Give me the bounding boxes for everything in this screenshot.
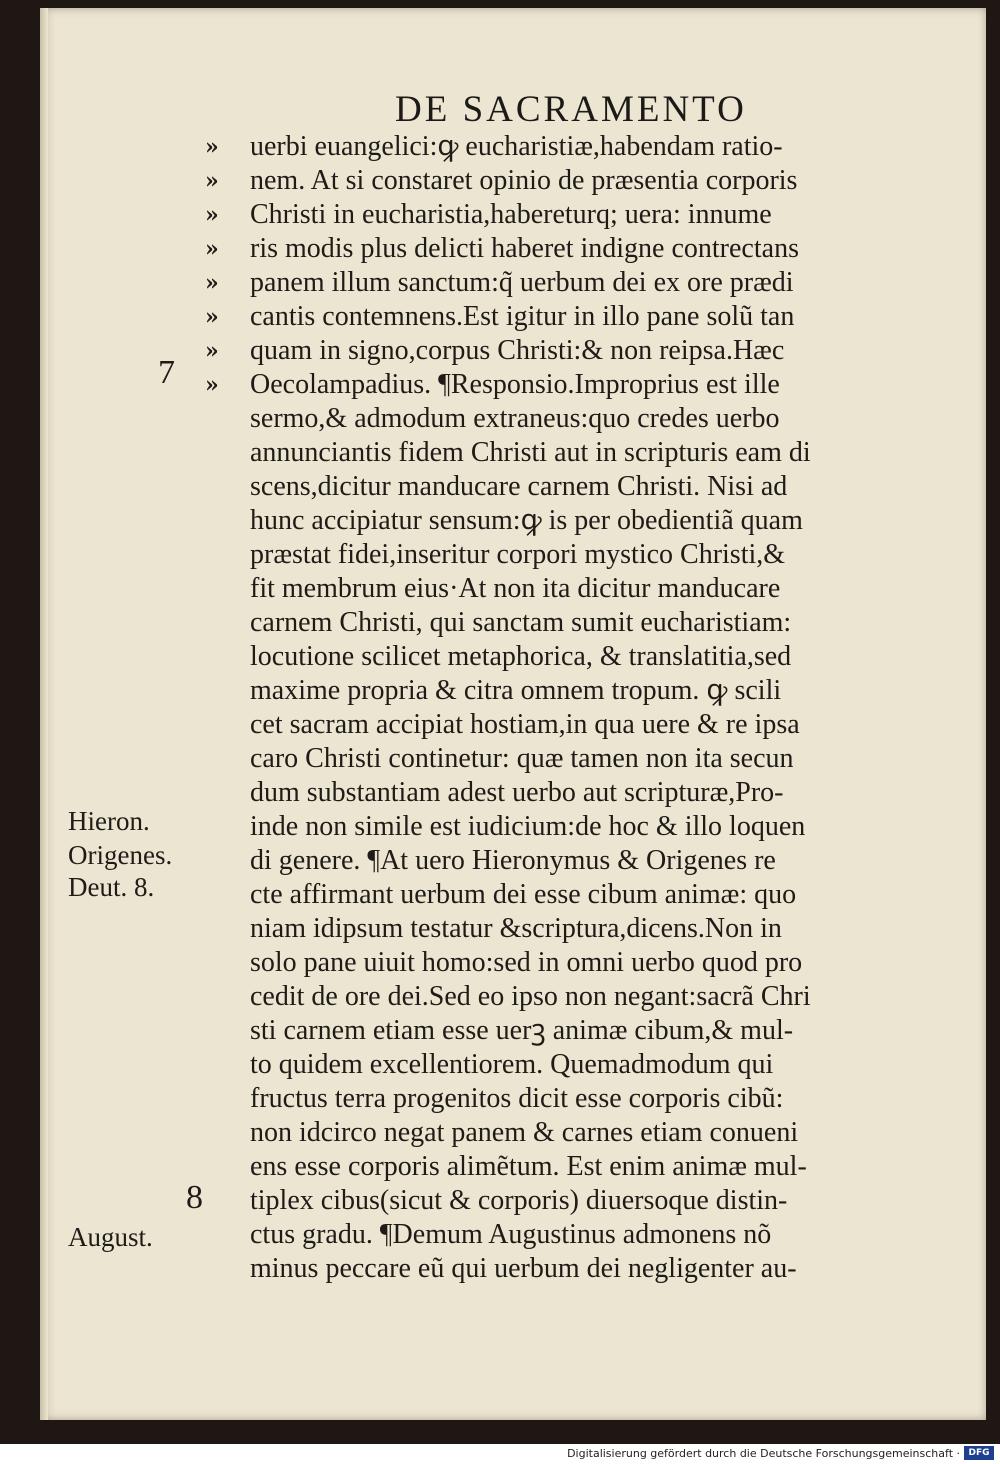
quote-marker: » (205, 304, 219, 330)
text-line: hunc accipiatur sensum:ꝙ is per obedientiã quam (250, 505, 803, 536)
text-line: scens,dicitur manducare carnem Christi. Nisi ad (250, 471, 788, 502)
dfg-logo: DFG (964, 1446, 994, 1460)
margin-note-origenes: Origenes. (68, 840, 173, 870)
text-line: uerbi euangelici:ꝙ eucharistiæ,habendam ratio- (250, 131, 783, 162)
quote-marker: » (205, 236, 219, 262)
page-gutter-shadow (40, 8, 48, 1420)
text-line: di genere. ¶At uero Hieronymus & Origenes re (250, 845, 776, 876)
text-line: fructus terra progenitos dicit esse corporis cibũ: (250, 1083, 784, 1114)
text-line: præstat fidei,inseritur corpori mystico Christi,& (250, 539, 786, 570)
text-line: ctus gradu. ¶Demum Augustinus admonens nõ (250, 1219, 772, 1250)
text-line: cantis contemnens.Est igitur in illo pane solũ tan (250, 301, 795, 332)
quote-marker: » (205, 270, 219, 296)
margin-note-hieron: Hieron. (68, 806, 150, 836)
text-line: cte affirmant uerbum dei esse cibum animæ: quo (250, 879, 797, 910)
text-line: nem. At si constaret opinio de præsentia corporis (250, 165, 798, 196)
text-line: locutione scilicet metaphorica, & translatitia,sed (250, 641, 792, 672)
quote-marker: » (205, 202, 219, 228)
text-line: caro Christi continetur: quæ tamen non ita secun (250, 743, 794, 774)
quote-marker: » (205, 168, 219, 194)
text-line: Christi in eucharistia,habereturq; uera: innume (250, 199, 772, 230)
text-line: dum substantiam adest uerbo aut scripturæ,Pro- (250, 777, 784, 808)
text-line: tiplex cibus(sicut & corporis) diuersoque distin- (250, 1185, 788, 1216)
running-head: DE SACRAMENTO (395, 89, 747, 130)
text-line: sti carnem etiam esse uerꝫ animæ cibum,& mul- (250, 1015, 794, 1046)
text-line: inde non simile est iudicium:de hoc & illo loquen (250, 811, 806, 842)
text-line: Oecolampadius. ¶Responsio.Improprius est ille (250, 369, 780, 400)
text-line: ens esse corporis alimẽtum. Est enim animæ mul- (250, 1151, 807, 1182)
text-line: fit membrum eius·At non ita dicitur manducare (250, 573, 781, 604)
margin-note-deut: Deut. 8. (68, 872, 155, 902)
quote-marker: » (205, 338, 219, 364)
section-number-8: 8 (186, 1179, 203, 1216)
text-line: quam in signo,corpus Christi:& non reipsa.Hæc (250, 335, 785, 366)
margin-note-august: August. (68, 1222, 153, 1252)
text-line: maxime propria & citra omnem tropum. ꝙ scili (250, 675, 782, 706)
text-line: annunciantis fidem Christi aut in scripturis eam di (250, 437, 811, 468)
text-line: ris modis plus delicti haberet indigne contrectans (250, 233, 799, 264)
text-line: cedit de ore dei.Sed eo ipso non negant:sacrã Chri (250, 981, 811, 1012)
quote-marker: » (205, 134, 219, 160)
text-line: carnem Christi, qui sanctam sumit eucharistiam: (250, 607, 792, 638)
quote-marker: » (205, 372, 219, 398)
text-line: minus peccare eũ qui uerbum dei negligenter au- (250, 1253, 797, 1284)
text-line: panem illum sanctum:q̃ uerbum dei ex ore prædi (250, 267, 794, 298)
text-line: niam idipsum testatur &scriptura,dicens.Non in (250, 913, 782, 944)
text-line: to quidem excellentiorem. Quemadmodum qui (250, 1049, 774, 1080)
section-number-7: 7 (158, 354, 175, 391)
text-line: solo pane uiuit homo:sed in omni uerbo quod pro (250, 947, 803, 978)
text-line: sermo,& admodum extraneus:quo credes uerbo (250, 403, 780, 434)
text-line: cet sacram accipiat hostiam,in qua uere & re ipsa (250, 709, 800, 740)
footer-credit: Digitalisierung gefördert durch die Deutsche Forschungsgemeinschaft · (567, 1447, 960, 1460)
text-line: non idcirco negat panem & carnes etiam conueni (250, 1117, 799, 1148)
